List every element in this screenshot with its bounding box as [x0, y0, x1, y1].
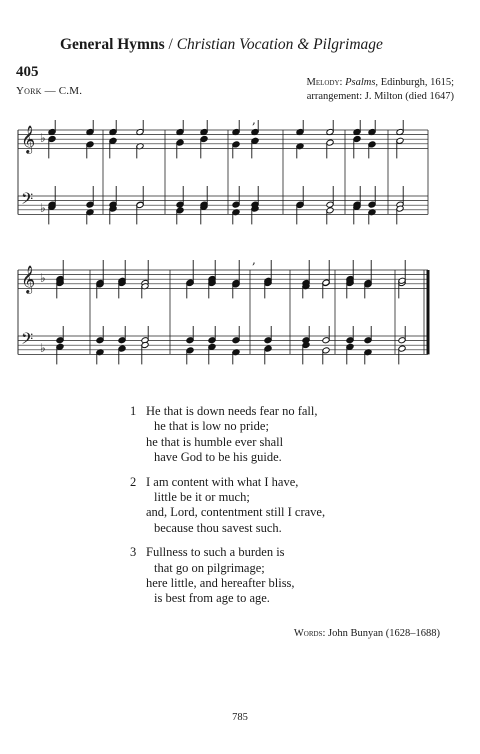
melody-source: Psalms,: [345, 77, 379, 88]
verse-line: is best from age to age.: [154, 591, 270, 606]
tune-and-meter: [16, 85, 82, 97]
bass-clef-icon: 𝄢: [21, 190, 34, 212]
melody-label: Melody:: [306, 77, 343, 88]
section-title: General Hymns: [60, 36, 165, 53]
tune-name: York: [16, 85, 42, 97]
hymn-number: 405: [16, 64, 39, 80]
arrangement-credit: arrangement: J. Milton (died 1647): [306, 91, 454, 102]
treble-clef-icon: 𝄞: [21, 125, 36, 153]
verse-number: 2: [130, 474, 137, 489]
page-number: 785: [232, 712, 248, 723]
section-separator: /: [164, 36, 177, 53]
verse-line: here little, and hereafter bliss,: [146, 576, 295, 591]
verse-line: Fullness to such a burden is: [146, 545, 285, 560]
flat-icon: ♭: [40, 341, 46, 355]
melody-credit: [306, 76, 454, 90]
tune-separator: —: [41, 85, 59, 97]
verse-line: have God to be his guide.: [154, 450, 282, 465]
verse: [130, 545, 325, 607]
music-score: [0, 100, 480, 385]
verse-line: that go on pilgrimage;: [154, 560, 265, 575]
words-credit: [294, 628, 440, 639]
verse-line: because thou savest such.: [154, 520, 282, 535]
breath-mark-icon: ,: [252, 113, 256, 127]
verse-line: little be it or much;: [154, 490, 250, 505]
verse-line: I am content with what I have,: [146, 474, 299, 489]
verses: [130, 404, 325, 616]
flat-icon: ♭: [40, 271, 46, 285]
verse-line: he that is humble ever shall: [146, 434, 284, 449]
verse: [130, 475, 325, 537]
breath-mark-icon: ,: [252, 253, 256, 267]
verse-line: He that is down needs fear no fall,: [146, 404, 318, 418]
bass-clef-icon: 𝄢: [21, 330, 34, 352]
verse-number: 1: [130, 404, 137, 418]
verse: [130, 404, 325, 466]
meter: C.M.: [58, 85, 83, 97]
words-author: John Bunyan (1628–1688): [325, 628, 440, 639]
verse-number: 3: [130, 545, 137, 560]
subsection-title: Christian Vocation & Pilgrimage: [176, 36, 383, 53]
words-label: Words:: [293, 628, 326, 639]
running-head: [60, 36, 383, 54]
final-barline-thick: [427, 270, 430, 354]
verse-line: and, Lord, contentment still I crave,: [146, 505, 326, 520]
flat-icon: ♭: [40, 131, 46, 145]
melody-detail: Edinburgh, 1615;: [378, 77, 454, 88]
treble-clef-icon: 𝄞: [21, 265, 36, 293]
verse-line: he that is low no pride;: [154, 419, 269, 434]
flat-icon: ♭: [40, 201, 46, 215]
